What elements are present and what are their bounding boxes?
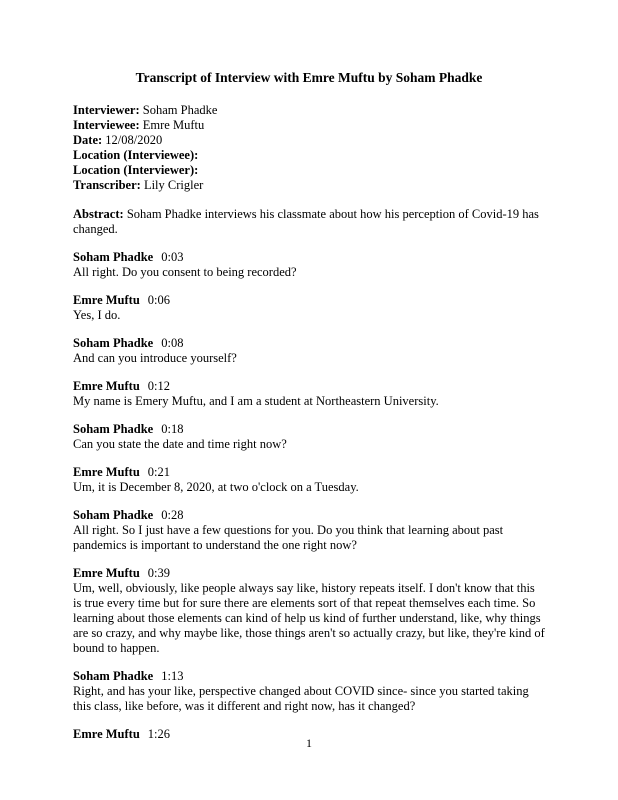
speaker-line [73,669,545,684]
metadata-value: Emre Muftu [142,118,205,132]
timestamp: 0:08 [161,336,184,350]
metadata-line-interviewer [73,103,545,118]
dialogue-entry [73,250,545,280]
dialogue-text: All right. Do you consent to being recorded? [73,265,297,279]
timestamp: 0:06 [147,293,171,307]
abstract-text: Soham Phadke interviews his classmate about how his perception of Covid-19 has changed. [73,207,539,236]
metadata-label: Interviewer: [73,103,140,117]
metadata-value: Lily Crigler [143,178,204,192]
metadata-block [73,103,545,193]
speaker-name: Soham Phadke [73,250,154,264]
speaker-line [73,379,545,394]
metadata-label: Date: [73,133,103,147]
page-number: 1 [306,736,312,750]
speaker-name: Soham Phadke [73,508,154,522]
dialogue-entry [73,422,545,452]
timestamp: 0:12 [147,379,171,393]
timestamp: 0:39 [147,566,171,580]
dialogue-entry [73,508,545,553]
dialogue-entry [73,379,545,409]
speaker-name: Emre Muftu [73,379,140,393]
speaker-line [73,422,545,437]
metadata-label: Transcriber: [73,178,141,192]
document-content [73,70,545,755]
timestamp: 0:18 [161,422,184,436]
speaker-name: Emre Muftu [73,566,140,580]
dialogue-text: Can you state the date and time right now? [73,437,287,451]
speaker-line [73,336,545,351]
dialogue-text: All right. So I just have a few questions for you. Do you think that learning about past pandemics is important to understand the one right now? [73,523,504,552]
dialogue-text: Yes, I do. [73,308,121,322]
timestamp: 1:13 [161,669,184,683]
dialogue-text: Um, it is December 8, 2020, at two o'clock on a Tuesday. [73,480,359,494]
timestamp: 0:21 [147,465,171,479]
metadata-line-location-interviewee [73,148,545,163]
dialogue-entry [73,566,545,656]
speaker-name: Emre Muftu [73,727,140,741]
speaker-name: Soham Phadke [73,336,154,350]
speaker-line [73,293,545,308]
metadata-label: Interviewee: [73,118,140,132]
speaker-name: Emre Muftu [73,293,140,307]
speaker-line [73,566,545,581]
speaker-line [73,508,545,523]
speaker-name: Soham Phadke [73,422,154,436]
metadata-value: Soham Phadke [142,103,218,117]
dialogue-entry [73,669,545,714]
speaker-name: Soham Phadke [73,669,154,683]
dialogue-text: Um, well, obviously, like people always say like, history repeats itself. I don't know that this is true every time but for sure there are elements sort of that repeat themselves each time. So learning about those elements can kind of help us kind of further understand, like, why things are so crazy, and why maybe like, those things aren't so actually crazy, but like, they're kind of bound to happen. [73,581,545,655]
speaker-name: Emre Muftu [73,465,140,479]
metadata-line-transcriber [73,178,545,193]
abstract-paragraph [73,207,545,237]
metadata-line-location-interviewer [73,163,545,178]
timestamp: 1:26 [147,727,171,741]
metadata-label: Location (Interviewee): [73,148,199,162]
dialogue-entry [73,293,545,323]
metadata-label: Location (Interviewer): [73,163,199,177]
dialogue-text: Right, and has your like, perspective changed about COVID since- since you started taking this class, like before, was it different and right now, has it changed? [73,684,529,713]
timestamp: 0:03 [161,250,184,264]
document-title: Transcript of Interview with Emre Muftu by Soham Phadke [135,70,483,85]
abstract-label: Abstract: [73,207,124,221]
dialogue-text: And can you introduce yourself? [73,351,237,365]
dialogue-entry [73,465,545,495]
metadata-line-date [73,133,545,148]
speaker-line [73,250,545,265]
dialogue-entry [73,336,545,366]
timestamp: 0:28 [161,508,184,522]
metadata-line-interviewee [73,118,545,133]
dialogue-text: My name is Emery Muftu, and I am a student at Northeastern University. [73,394,439,408]
metadata-value: 12/08/2020 [105,133,163,147]
speaker-line [73,465,545,480]
